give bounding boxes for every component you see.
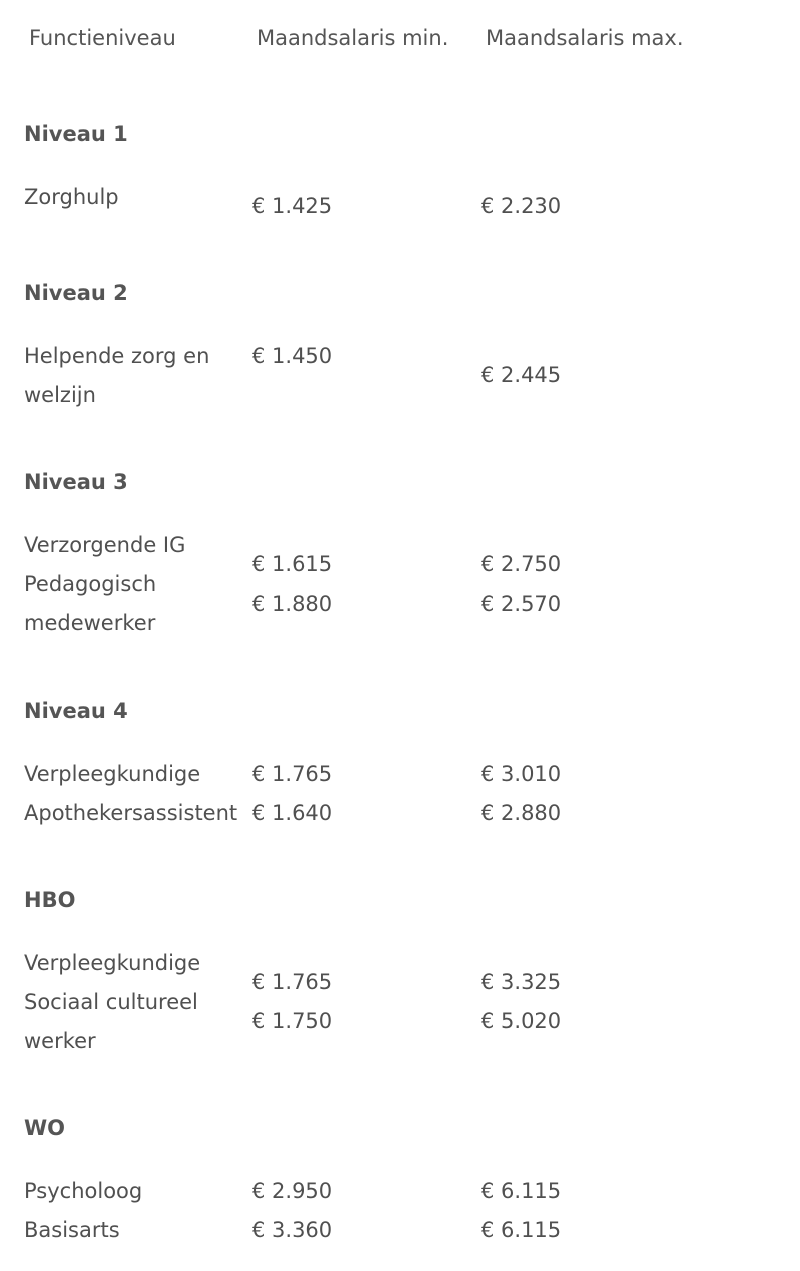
header-salary-min: Maandsalaris min.	[257, 26, 449, 50]
function-name: Sociaal cultureel	[24, 990, 198, 1014]
function-name: Verpleegkundige	[24, 951, 201, 975]
salary-max: € 2.880	[481, 801, 562, 825]
salary-max: € 2.230	[481, 194, 562, 218]
salary-max: € 3.325	[481, 970, 562, 994]
function-name: Verzorgende IG	[24, 533, 186, 557]
header-function-level: Functieniveau	[29, 26, 176, 50]
level-heading: Niveau 3	[24, 470, 128, 494]
salary-min: € 1.750	[252, 1009, 333, 1033]
salary-min: € 1.640	[252, 801, 333, 825]
header-salary-max: Maandsalaris max.	[486, 26, 684, 50]
function-name: Basisarts	[24, 1218, 120, 1242]
salary-min: € 1.425	[252, 194, 333, 218]
function-name: Zorghulp	[24, 185, 119, 209]
salary-max: € 2.750	[481, 552, 562, 576]
salary-min: € 2.950	[252, 1179, 333, 1203]
salary-max: € 2.445	[481, 363, 562, 387]
function-name: Apothekersassistent	[24, 801, 238, 825]
level-heading: WO	[24, 1116, 66, 1140]
function-name: Verpleegkundige	[24, 762, 201, 786]
function-name: welzijn	[24, 383, 96, 407]
salary-max: € 3.010	[481, 762, 562, 786]
salary-max: € 6.115	[481, 1218, 562, 1242]
function-name: Psycholoog	[24, 1179, 143, 1203]
level-heading: HBO	[24, 888, 76, 912]
function-name: medewerker	[24, 611, 156, 635]
salary-min: € 1.765	[252, 762, 333, 786]
salary-min: € 1.450	[252, 344, 333, 368]
salary-max: € 6.115	[481, 1179, 562, 1203]
salary-min: € 1.615	[252, 552, 333, 576]
level-heading: Niveau 2	[24, 281, 128, 305]
level-heading: Niveau 4	[24, 699, 128, 723]
salary-min: € 1.880	[252, 592, 333, 616]
salary-min: € 1.765	[252, 970, 333, 994]
function-name: Pedagogisch	[24, 572, 157, 596]
salary-min: € 3.360	[252, 1218, 333, 1242]
salary-max: € 5.020	[481, 1009, 562, 1033]
function-name: Helpende zorg en	[24, 344, 210, 368]
function-name: werker	[24, 1029, 96, 1053]
level-heading: Niveau 1	[24, 122, 128, 146]
salary-max: € 2.570	[481, 592, 562, 616]
